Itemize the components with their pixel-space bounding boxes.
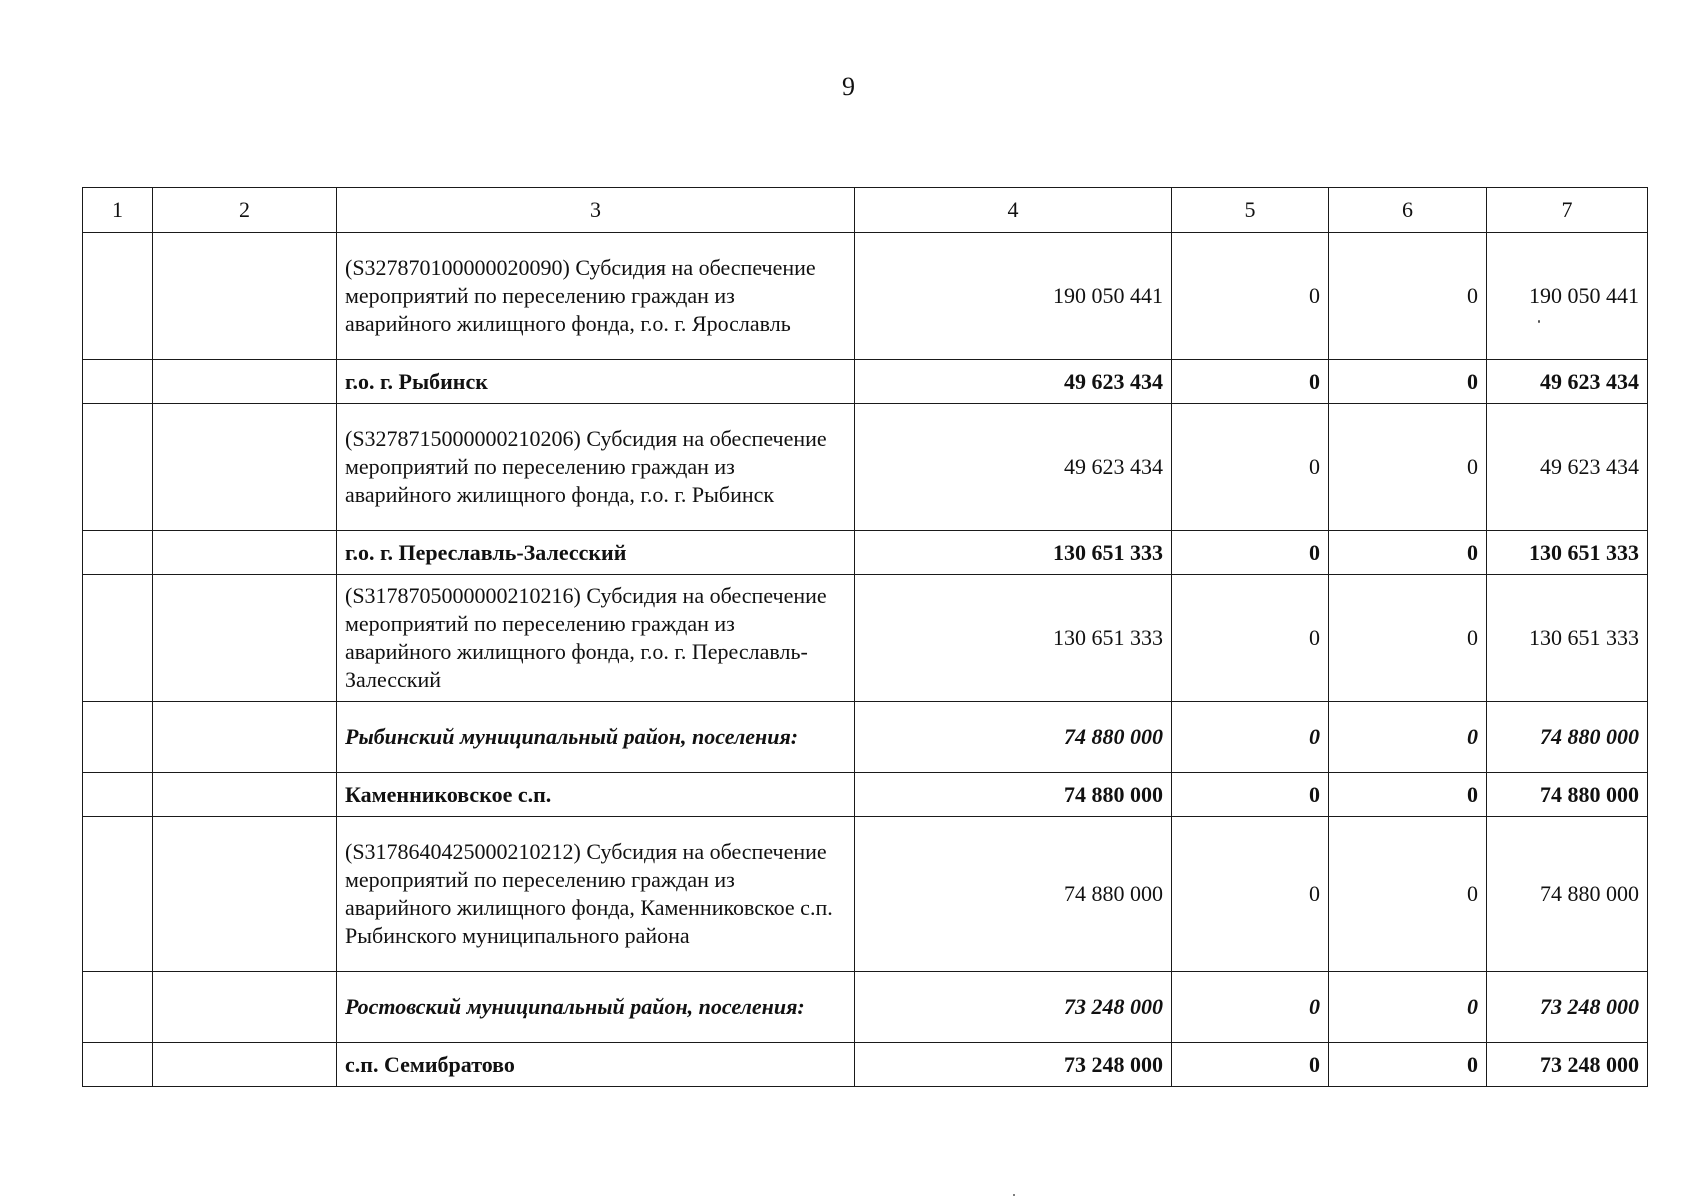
header-cell-4: 4 (855, 188, 1172, 233)
cell-col7: 190 050 441 (1487, 233, 1648, 360)
table-row (83, 575, 1648, 702)
cell-col6: 0 (1329, 773, 1487, 817)
cell-col4: 74 880 000 (855, 773, 1172, 817)
cell-col1 (83, 1043, 153, 1087)
cell-description: (S3178705000000210216) Субсидия на обеспечение мероприятий по переселению граждан из аварийного жилищного фонда, г.о. г. Переславль-Залесский (337, 575, 855, 702)
cell-col1 (83, 404, 153, 531)
cell-col5: 0 (1172, 702, 1329, 773)
cell-description: Каменниковское с.п. (337, 773, 855, 817)
cell-col7: 74 880 000 (1487, 773, 1648, 817)
cell-description: с.п. Семибратово (337, 1043, 855, 1087)
subsidy-table (82, 187, 1648, 1087)
cell-col4: 130 651 333 (855, 531, 1172, 575)
cell-col2 (153, 404, 337, 531)
cell-col6: 0 (1329, 972, 1487, 1043)
header-cell-1: 1 (83, 188, 153, 233)
cell-col5: 0 (1172, 233, 1329, 360)
table-row (83, 1043, 1648, 1087)
table-row (83, 702, 1648, 773)
cell-col2 (153, 531, 337, 575)
cell-col2 (153, 233, 337, 360)
cell-col6: 0 (1329, 575, 1487, 702)
cell-col4: 73 248 000 (855, 1043, 1172, 1087)
cell-col2 (153, 773, 337, 817)
table-row (83, 531, 1648, 575)
cell-col5: 0 (1172, 1043, 1329, 1087)
cell-col5: 0 (1172, 575, 1329, 702)
cell-col7: 49 623 434 (1487, 360, 1648, 404)
cell-description: (S327870100000020090) Субсидия на обеспечение мероприятий по переселению граждан из аварийного жилищного фонда, г.о. г. Ярославль (337, 233, 855, 360)
table-row (83, 360, 1648, 404)
cell-col1 (83, 360, 153, 404)
cell-col6: 0 (1329, 404, 1487, 531)
cell-col5: 0 (1172, 972, 1329, 1043)
table-row (83, 972, 1648, 1043)
cell-col7: 74 880 000 (1487, 702, 1648, 773)
header-cell-3: 3 (337, 188, 855, 233)
cell-col4: 74 880 000 (855, 702, 1172, 773)
cell-col5: 0 (1172, 404, 1329, 531)
cell-col7: 73 248 000 (1487, 1043, 1648, 1087)
table-row (83, 233, 1648, 360)
table-row (83, 404, 1648, 531)
cell-col4: 190 050 441 (855, 233, 1172, 360)
header-cell-7: 7 (1487, 188, 1648, 233)
cell-col4: 74 880 000 (855, 817, 1172, 972)
cell-col2 (153, 360, 337, 404)
table-row (83, 817, 1648, 972)
cell-col1 (83, 817, 153, 972)
cell-description: (S3178640425000210212) Субсидия на обеспечение мероприятий по переселению граждан из аварийного жилищного фонда, Каменниковское с.п. Рыбинского муниципального района (337, 817, 855, 972)
cell-col5: 0 (1172, 773, 1329, 817)
cell-col1 (83, 773, 153, 817)
cell-col2 (153, 972, 337, 1043)
cell-description: Ростовский муниципальный район, поселения: (337, 972, 855, 1043)
cell-col1 (83, 531, 153, 575)
header-cell-6: 6 (1329, 188, 1487, 233)
cell-col6: 0 (1329, 233, 1487, 360)
table-header-row (83, 188, 1648, 233)
cell-description: (S3278715000000210206) Субсидия на обеспечение мероприятий по переселению граждан из аварийного жилищного фонда, г.о. г. Рыбинск (337, 404, 855, 531)
cell-col4: 49 623 434 (855, 404, 1172, 531)
cell-col7: 130 651 333 (1487, 575, 1648, 702)
cell-description: г.о. г. Рыбинск (337, 360, 855, 404)
cell-description: г.о. г. Переславль-Залесский (337, 531, 855, 575)
cell-col7: 74 880 000 (1487, 817, 1648, 972)
cell-col7: 49 623 434 (1487, 404, 1648, 531)
cell-col5: 0 (1172, 531, 1329, 575)
cell-col7: 73 248 000 (1487, 972, 1648, 1043)
cell-col6: 0 (1329, 702, 1487, 773)
cell-col2 (153, 1043, 337, 1087)
cell-col6: 0 (1329, 1043, 1487, 1087)
cell-col1 (83, 233, 153, 360)
page-number: 9 (842, 72, 855, 101)
cell-col4: 49 623 434 (855, 360, 1172, 404)
cell-col2 (153, 817, 337, 972)
cell-col1 (83, 702, 153, 773)
cell-col6: 0 (1329, 360, 1487, 404)
cell-col6: 0 (1329, 531, 1487, 575)
cell-col4: 130 651 333 (855, 575, 1172, 702)
cell-col2 (153, 702, 337, 773)
table-row (83, 773, 1648, 817)
cell-col7: 130 651 333 (1487, 531, 1648, 575)
scan-speck (1538, 320, 1540, 323)
cell-description: Рыбинский муниципальный район, поселения: (337, 702, 855, 773)
header-cell-2: 2 (153, 188, 337, 233)
cell-col1 (83, 972, 153, 1043)
cell-col4: 73 248 000 (855, 972, 1172, 1043)
cell-col5: 0 (1172, 360, 1329, 404)
header-cell-5: 5 (1172, 188, 1329, 233)
cell-col6: 0 (1329, 817, 1487, 972)
cell-col2 (153, 575, 337, 702)
cell-col5: 0 (1172, 817, 1329, 972)
cell-col1 (83, 575, 153, 702)
scan-speck (1013, 1194, 1015, 1196)
